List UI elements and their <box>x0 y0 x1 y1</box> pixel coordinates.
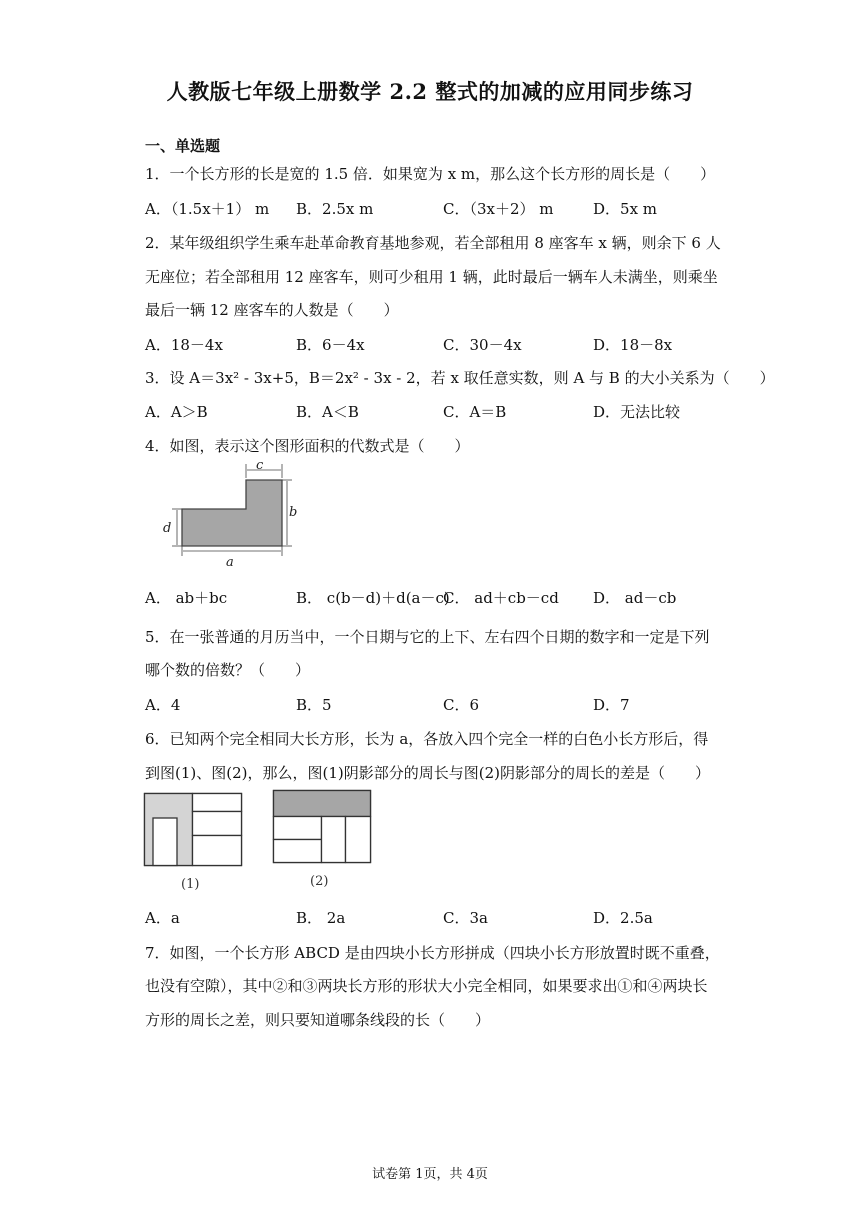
figure-6-2-shaded-region <box>274 791 371 817</box>
question-2-option-b: B．6－4x <box>296 336 365 354</box>
figure-4-label-b: b <box>289 505 298 520</box>
question-4-option-c: C． ad＋cb－cd <box>443 589 559 607</box>
question-4-option-d: D． ad－cb <box>593 589 677 607</box>
question-7-line-1: 7．如图，一个长方形 ABCD 是由四块小长方形拼成（四块小长方形放置时既不重叠， <box>145 944 720 962</box>
question-6-line-2: 到图(1)、图(2)，那么，图(1)阴影部分的周长与图(2)阴影部分的周长的差是（ ） <box>145 764 710 782</box>
question-6-option-b: B． 2a <box>296 909 346 927</box>
question-2-option-a: A．18－4x <box>145 336 223 354</box>
question-5-line-2: 哪个数的倍数？（ ） <box>145 661 311 679</box>
question-4-option-a: A． ab＋bc <box>145 589 228 607</box>
question-4-line-1: 4．如图，表示这个图形面积的代数式是（ ） <box>145 437 470 455</box>
question-5-option-a: A．4 <box>145 696 181 714</box>
question-5-option-b: B．5 <box>296 696 332 714</box>
figure-6-1-white-rect-3 <box>193 836 242 866</box>
question-6-line-1: 6．已知两个完全相同大长方形，长为 a，各放入四个完全一样的白色小长方形后，得 <box>145 730 709 748</box>
question-1-line-1: 1．一个长方形的长是宽的 1.5 倍．如果宽为 x m，那么这个长方形的周长是（ ） <box>145 165 716 183</box>
figure-4-l-shape <box>158 460 298 572</box>
figure-6-caption-2: (2) <box>310 874 329 889</box>
question-2-line-3: 最后一辆 12 座客车的人数是（ ） <box>145 301 399 319</box>
figure-6-diagram-1 <box>143 792 245 894</box>
question-5-option-d: D．7 <box>593 696 630 714</box>
question-1-option-a: A．（1.5x＋1） m <box>145 200 270 218</box>
figure-4-label-a: a <box>226 555 234 570</box>
question-6-option-c: C．3a <box>443 909 488 927</box>
figure-6-1-white-rect-2 <box>193 812 242 836</box>
question-1-option-b: B．2.5x m <box>296 200 374 218</box>
question-3-option-d: D．无法比较 <box>593 403 681 421</box>
figure-6-2-white-rect-4 <box>346 817 371 863</box>
figure-4-label-d: d <box>163 521 172 536</box>
page-title: 人教版七年级上册数学 2.2 整式的加减的应用同步练习 <box>166 79 694 104</box>
section-title: 一、单选题 <box>145 137 221 155</box>
question-2-line-1: 2．某年级组织学生乘车赴革命教育基地参观，若全部租用 8 座客车 x 辆，则余下 6 人 <box>145 234 721 252</box>
question-1-option-c: C．（3x＋2） m <box>443 200 554 218</box>
question-2-line-2: 无座位；若全部租用 12 座客车，则可少租用 1 辆，此时最后一辆车人未满坐，则乘坐 <box>145 268 718 286</box>
question-1-option-d: D．5x m <box>593 200 658 218</box>
question-3-line-1: 3．设 A＝3x² ‐ 3x+5，B＝2x² ‐ 3x ‐ 2，若 x 取任意实数，则 A 与 B 的大小关系为（ ） <box>145 369 775 387</box>
question-7-line-2: 也没有空隙），其中②和③两块长方形的形状大小完全相同，如果要求出①和④两块长 <box>145 977 708 995</box>
figure-6-2-white-rect-3 <box>322 817 346 863</box>
question-6-option-d: D．2.5a <box>593 909 653 927</box>
figure-6-1-white-rect-1 <box>193 794 242 812</box>
question-6-option-a: A．a <box>145 909 180 927</box>
page-footer: 试卷第 1页，共 4页 <box>372 1167 488 1182</box>
question-5-line-1: 5．在一张普通的月历当中，一个日期与它的上下、左右四个日期的数字和一定是下列 <box>145 628 710 646</box>
question-7-line-3: 方形的周长之差，则只要知道哪条线段的长（ ） <box>145 1011 491 1029</box>
figure-6-2-white-rect-2 <box>274 840 322 863</box>
question-4-option-b: B． c(b－d)＋d(a－c) <box>296 589 450 607</box>
question-5-option-c: C．6 <box>443 696 480 714</box>
figure-4-shaded-region <box>182 480 282 546</box>
question-3-option-b: B．A＜B <box>296 403 359 421</box>
figure-6-2-white-rect-1 <box>274 817 322 840</box>
figure-6-diagram-2 <box>272 789 374 891</box>
question-2-option-d: D．18－8x <box>593 336 673 354</box>
question-3-option-a: A．A＞B <box>145 403 208 421</box>
figure-6-1-white-rect-tall <box>153 818 177 866</box>
figure-6-caption-1: (1) <box>181 877 200 892</box>
figure-4-label-c: c <box>256 460 264 473</box>
question-3-option-c: C．A＝B <box>443 403 507 421</box>
question-2-option-c: C．30－4x <box>443 336 522 354</box>
